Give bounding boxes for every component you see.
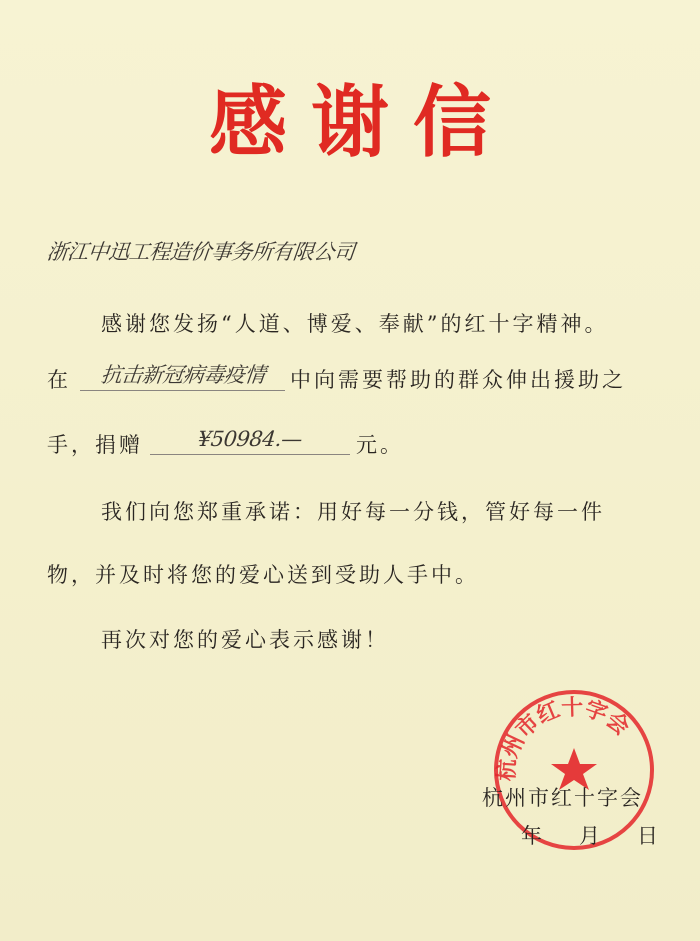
body-line-6: 再次对您的爱心表示感谢！ [101,628,389,652]
red-cross-seal [490,686,658,854]
body-line-1: 感谢您发扬“人道、博爱、奉献”的红十字精神。 [101,312,609,336]
amount-text: ¥50984.— [196,427,304,451]
body-line-2-prefix: 在 [47,368,71,392]
page-title: 感谢信 [208,78,515,168]
body-line-2-suffix: 中向需要帮助的群众伸出援助之 [290,368,626,392]
cause-text: 抗击新冠病毒疫情 [99,363,266,387]
recipient-name: 浙江中迅工程造价事务所有限公司 [45,240,356,264]
body-line-3-suffix: 元。 [356,433,404,457]
seal-text-path: 杭州市红十字会 [494,695,634,782]
cause-field [80,360,285,391]
body-line-4: 我们向您郑重承诺：用好每一分钱，管好每一件 [101,500,605,524]
date-year: 年 [521,824,542,848]
body-line-3-prefix: 手，捐赠 [47,433,143,457]
amount-field [150,424,350,455]
date-day: 日 [637,824,658,848]
date-month: 月 [579,824,600,848]
body-line-5: 物，并及时将您的爱心送到受助人手中。 [47,563,479,587]
signatory: 杭州市红十字会 [482,786,643,810]
